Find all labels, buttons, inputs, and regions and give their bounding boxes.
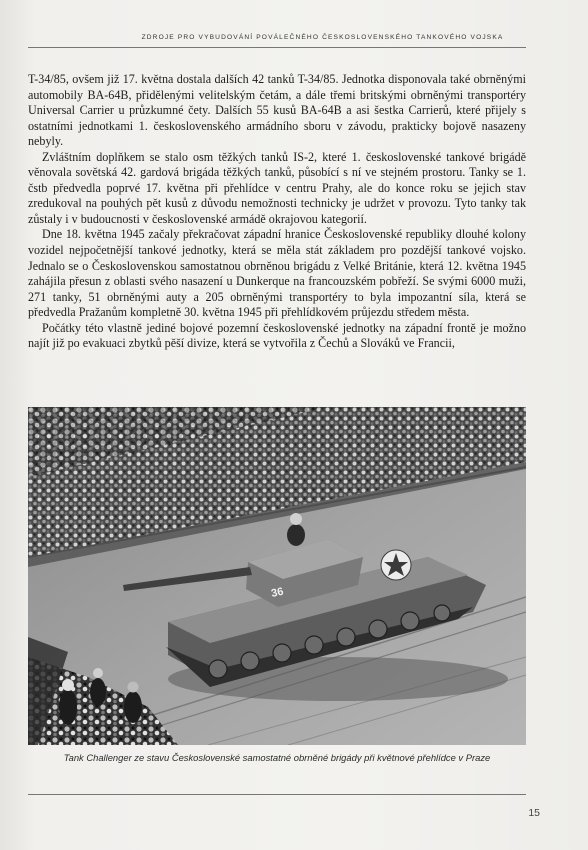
paragraph-2: Zvláštním doplňkem se stalo osm těžkých tanků IS-2, které 1. československé tankové brigádě věnovala sovětská 42. gardová brigáda těžkých tanků, působící s ní ve stejném prostoru. Tanky se 1. čstb předvedla poprvé 17. května při přehlídce v centru Prahy, ale do konce roku se jejich stav zredukoval na pouhých pět kusů z důvodu nemožnosti technicky je udržet v provozu. Tyto tanky tak zůstaly i v budoucnosti v československé armádě okrajovou kategorií. (28, 149, 526, 226)
photo-caption: Tank Challenger ze stavu Československé samostatné obrněné brigády při květnové přehlídce v Praze (63, 752, 491, 763)
page-number: 15 (528, 807, 540, 819)
footer-rule (28, 794, 526, 795)
paragraph-3: Dne 18. května 1945 začaly překračovat západní hranice Československé republiky dlouhé kolony vozidel nejpočetnější tankové jednotky, která se měla stát základem pro pozdější tankové vojsko. Jednalo se o Československou samostatnou obrněnou brigádu z Velké Británie, která 12. května 1945 zahájila přesun z oblasti svého nasazení u Dunkerque na francouzském pobřeží. Se svými 6000 muži, 271 tanky, 51 obrněnými auty a 205 obrněnými transportéry to byla impozantní síla, která se předvedla Pražanům kompletně 30. května 1945 při přehlídkovém průjezdu středem města. (28, 227, 526, 320)
header-rule (28, 47, 526, 48)
body-text (28, 72, 526, 352)
paragraph-4: Počátky této vlastně jediné bojové pozemní československé jednotky na západní frontě je možno najít již po evakuaci zbytků pěší divize, která se vytvořila z Čechů a Slováků ve Francii, (28, 320, 526, 351)
tank-parade-photo (28, 407, 526, 745)
paragraph-1: T-34/85, ovšem již 17. května dostala dalších 42 tanků T-34/85. Jednotka disponovala také obrněnými automobily BA-64B, přidělenými velitelským četám, a dále třemi britskými obrněnými transportéry Universal Carrier u průzkumné čety. Dalších 55 kusů BA-64B a asi šestka Carrierů, které přijely s ostatními jednotkami 1. československého armádního sboru v závodu, prakticky bojově nasazeny nebyly. (28, 72, 526, 149)
turret-number: 36 (270, 585, 285, 600)
running-header: ZDROJE PRO VYBUDOVÁNÍ POVÁLEČNÉHO ČESKOSLOVENSKÉHO TANKOVÉHO VOJSKA (141, 34, 504, 41)
